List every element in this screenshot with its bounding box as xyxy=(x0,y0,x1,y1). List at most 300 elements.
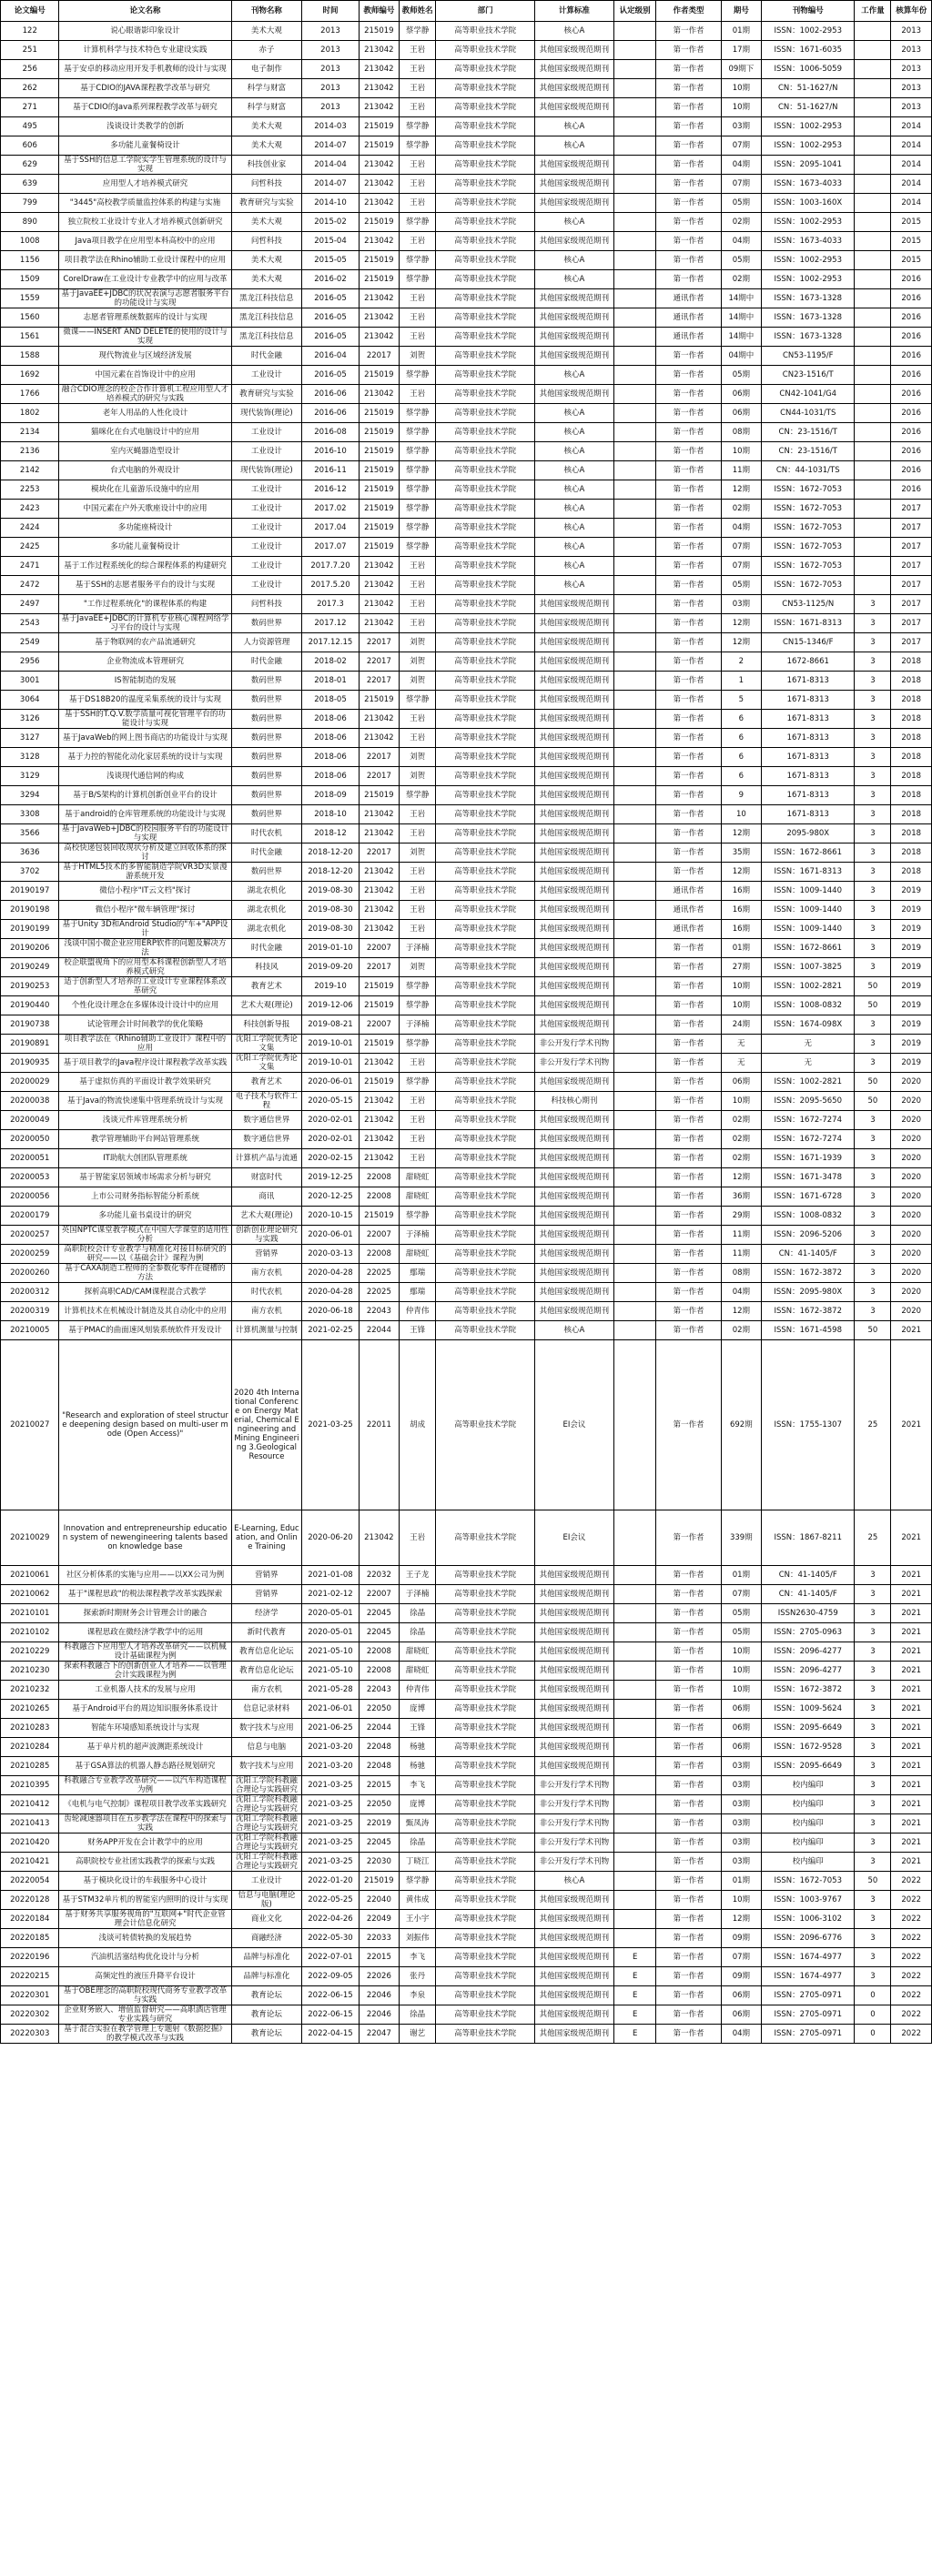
cell-publish-date: 2018-06 xyxy=(302,710,359,729)
cell-journal-number: ISSN：2095-5650 xyxy=(762,1092,855,1111)
cell-department: 高等职业技术学院 xyxy=(436,1834,535,1853)
cell-publish-date: 2017.12.15 xyxy=(302,633,359,652)
cell-author-type: 第一作者 xyxy=(656,1948,721,1967)
cell-publish-date: 2018-12-20 xyxy=(302,844,359,863)
cell-workload: 3 xyxy=(855,1566,891,1585)
cell-journal-name: 教育信息化论坛 xyxy=(231,1642,302,1662)
cell-author-type: 第一作者 xyxy=(656,1054,721,1073)
cell-issue-number: 05期 xyxy=(721,251,761,270)
cell-teacher-id: 215019 xyxy=(359,1872,399,1891)
cell-publish-date: 2013 xyxy=(302,79,359,98)
cell-journal-name: 商讯 xyxy=(231,1187,302,1207)
cell-paper-title: 基于JavaEE+JDBC的计算机专业核心课程网络学习平台的设计与实现 xyxy=(59,614,231,633)
cell-publish-date: 2022-06-15 xyxy=(302,2005,359,2025)
cell-criteria: 核心A xyxy=(535,442,614,461)
cell-criteria: 其他国家级规范期刊 xyxy=(535,996,614,1015)
cell-accounting-year: 2018 xyxy=(891,710,932,729)
cell-paper-title: 社区分析体系的实施与应用——以XX公司为例 xyxy=(59,1566,231,1585)
cell-author-type: 第一作者 xyxy=(656,442,721,461)
cell-department: 高等职业技术学院 xyxy=(436,41,535,60)
cell-paper-id: 2136 xyxy=(1,442,59,461)
cell-paper-title: 高职院校会计专业教学与精准化对接目标研究的研究——以《基础会计》课程为例 xyxy=(59,1245,231,1264)
cell-paper-id: 20200029 xyxy=(1,1073,59,1092)
cell-teacher-name: 王岩 xyxy=(400,60,436,79)
cell-teacher-id: 213042 xyxy=(359,194,399,213)
cell-department: 高等职业技术学院 xyxy=(436,117,535,136)
cell-journal-name: 工业设计 xyxy=(231,423,302,442)
cell-teacher-name: 鄢瑞 xyxy=(400,1264,436,1283)
table-row xyxy=(1,633,932,652)
cell-teacher-name: 王锋 xyxy=(400,1719,436,1738)
cell-journal-number: 1671-8313 xyxy=(762,672,855,691)
cell-department: 高等职业技术学院 xyxy=(436,136,535,156)
cell-paper-title: 智能车环境感知系统设计与实现 xyxy=(59,1719,231,1738)
cell-department: 高等职业技术学院 xyxy=(436,1264,535,1283)
cell-teacher-name: 刘贺 xyxy=(400,347,436,366)
cell-publish-date: 2020-02-01 xyxy=(302,1130,359,1149)
cell-paper-title: 科教融合专业教学改革研究——以汽车构造课程为例 xyxy=(59,1776,231,1795)
cell-accounting-year: 2017 xyxy=(891,576,932,595)
cell-journal-name: 时代金融 xyxy=(231,939,302,958)
cell-journal-name: 湖北农机化 xyxy=(231,920,302,939)
cell-journal-number: ISSN2630-4759 xyxy=(762,1604,855,1623)
cell-level xyxy=(613,1092,656,1111)
cell-paper-title: "Research and exploration of steel structure deepening design based on multi-user mode (Open Access)" xyxy=(59,1340,231,1510)
cell-department: 高等职业技术学院 xyxy=(436,1073,535,1092)
cell-author-type: 第一作者 xyxy=(656,1283,721,1302)
cell-journal-number: CN：51-1627/N xyxy=(762,79,855,98)
table-row xyxy=(1,289,932,308)
cell-workload xyxy=(855,500,891,519)
cell-paper-title: 微信小程序"微车辆管理"探讨 xyxy=(59,901,231,920)
cell-publish-date: 2016-05 xyxy=(302,328,359,347)
cell-journal-number: ISSN：1002-2953 xyxy=(762,251,855,270)
cell-journal-number: ISSN：1755-1307 xyxy=(762,1340,855,1510)
cell-criteria: 其他国家级规范期刊 xyxy=(535,1111,614,1130)
cell-department: 高等职业技术学院 xyxy=(436,2005,535,2025)
cell-criteria: 其他国家级规范期刊 xyxy=(535,1187,614,1207)
cell-author-type: 第一作者 xyxy=(656,480,721,500)
cell-publish-date: 2020-06-18 xyxy=(302,1302,359,1321)
cell-teacher-name: 于泽楠 xyxy=(400,1585,436,1604)
cell-criteria: 核心A xyxy=(535,519,614,538)
cell-level xyxy=(613,614,656,633)
cell-paper-id: 20200179 xyxy=(1,1207,59,1226)
cell-workload: 3 xyxy=(855,1700,891,1719)
cell-journal-name: 品牌与标准化 xyxy=(231,1967,302,1986)
cell-accounting-year: 2022 xyxy=(891,1948,932,1967)
cell-teacher-id: 215019 xyxy=(359,519,399,538)
cell-workload: 3 xyxy=(855,920,891,939)
cell-teacher-name: 王岩 xyxy=(400,385,436,404)
cell-journal-number: ISSN：1008-0832 xyxy=(762,1207,855,1226)
cell-journal-number: 1671-8313 xyxy=(762,805,855,824)
cell-department: 高等职业技术学院 xyxy=(436,1226,535,1245)
cell-journal-name: 创新创业理论研究与实践 xyxy=(231,1226,302,1245)
cell-teacher-id: 215019 xyxy=(359,251,399,270)
cell-journal-number: ISSN：1672-8661 xyxy=(762,844,855,863)
cell-publish-date: 2022-07-01 xyxy=(302,1948,359,1967)
cell-publish-date: 2017.3 xyxy=(302,595,359,614)
cell-author-type: 第一作者 xyxy=(656,1662,721,1681)
cell-journal-name: 时代金融 xyxy=(231,844,302,863)
cell-author-type: 第一作者 xyxy=(656,652,721,672)
cell-accounting-year: 2020 xyxy=(891,1149,932,1168)
cell-department: 高等职业技术学院 xyxy=(436,1283,535,1302)
cell-paper-id: 20210283 xyxy=(1,1719,59,1738)
cell-paper-title: 基于物联网的农产品流通研究 xyxy=(59,633,231,652)
cell-department: 高等职业技术学院 xyxy=(436,22,535,41)
cell-teacher-name: 蔡学静 xyxy=(400,270,436,289)
cell-paper-title: 室内灭蝇器造型设计 xyxy=(59,442,231,461)
cell-workload: 0 xyxy=(855,2005,891,2025)
cell-accounting-year: 2017 xyxy=(891,557,932,576)
cell-department: 高等职业技术学院 xyxy=(436,519,535,538)
cell-journal-number: ISSN：1672-3872 xyxy=(762,1302,855,1321)
cell-workload xyxy=(855,461,891,480)
cell-journal-name: 美术大观 xyxy=(231,117,302,136)
cell-publish-date: 2016-12 xyxy=(302,480,359,500)
cell-accounting-year: 2015 xyxy=(891,251,932,270)
cell-journal-number: ISSN：1672-7053 xyxy=(762,480,855,500)
cell-criteria: 其他国家级规范期刊 xyxy=(535,786,614,805)
cell-workload: 3 xyxy=(855,939,891,958)
cell-teacher-id: 213042 xyxy=(359,232,399,251)
cell-author-type: 第一作者 xyxy=(656,175,721,194)
cell-teacher-name: 于泽楠 xyxy=(400,1015,436,1035)
cell-paper-id: 2423 xyxy=(1,500,59,519)
cell-teacher-name: 蔡学静 xyxy=(400,500,436,519)
cell-paper-id: 495 xyxy=(1,117,59,136)
cell-accounting-year: 2021 xyxy=(891,1776,932,1795)
cell-journal-name: 沈阳工学院科教融合理论与实践研究 xyxy=(231,1776,302,1795)
cell-accounting-year: 2022 xyxy=(891,1872,932,1891)
cell-journal-name: 南方农机 xyxy=(231,1302,302,1321)
cell-journal-name: 商融经济 xyxy=(231,1929,302,1948)
cell-accounting-year: 2020 xyxy=(891,1168,932,1187)
cell-author-type: 通讯作者 xyxy=(656,882,721,901)
cell-journal-number: ISSN：1673-1328 xyxy=(762,328,855,347)
cell-publish-date: 2020-12-25 xyxy=(302,1187,359,1207)
cell-issue-number: 12期 xyxy=(721,480,761,500)
cell-paper-id: 20220301 xyxy=(1,1986,59,2005)
cell-publish-date: 2018-12-20 xyxy=(302,863,359,882)
cell-level xyxy=(613,41,656,60)
cell-publish-date: 2021-06-25 xyxy=(302,1719,359,1738)
cell-accounting-year: 2018 xyxy=(891,863,932,882)
table-row xyxy=(1,786,932,805)
table-row xyxy=(1,1719,932,1738)
table-row xyxy=(1,977,932,996)
cell-teacher-name: 张丹 xyxy=(400,1967,436,1986)
cell-criteria: 其他国家级规范期刊 xyxy=(535,1929,614,1948)
cell-paper-title: 教学管理辅助平台网站管理系统 xyxy=(59,1130,231,1149)
cell-journal-name: 数码世界 xyxy=(231,672,302,691)
cell-issue-number: 05期 xyxy=(721,1623,761,1642)
cell-criteria: 其他国家级规范期刊 xyxy=(535,805,614,824)
cell-paper-id: 2134 xyxy=(1,423,59,442)
cell-issue-number: 01期 xyxy=(721,1872,761,1891)
cell-department: 高等职业技术学院 xyxy=(436,786,535,805)
cell-teacher-name: 蔡学静 xyxy=(400,996,436,1015)
table-row xyxy=(1,22,932,41)
table-row xyxy=(1,1510,932,1566)
cell-journal-name: 数码世界 xyxy=(231,748,302,767)
cell-teacher-id: 22017 xyxy=(359,767,399,786)
cell-criteria: 其他国家级规范期刊 xyxy=(535,60,614,79)
cell-issue-number: 02期 xyxy=(721,270,761,289)
cell-teacher-id: 215019 xyxy=(359,996,399,1015)
cell-department: 高等职业技术学院 xyxy=(436,1623,535,1642)
cell-criteria: 其他国家级规范期刊 xyxy=(535,308,614,328)
cell-department: 高等职业技术学院 xyxy=(436,710,535,729)
cell-level xyxy=(613,1738,656,1757)
cell-criteria: 其他国家级规范期刊 xyxy=(535,41,614,60)
cell-author-type: 第一作者 xyxy=(656,1719,721,1738)
cell-paper-id: 20210284 xyxy=(1,1738,59,1757)
cell-teacher-id: 22043 xyxy=(359,1681,399,1700)
cell-journal-number: ISSN：2095-6649 xyxy=(762,1757,855,1776)
cell-journal-number: ISSN：1671-8313 xyxy=(762,863,855,882)
cell-teacher-id: 22017 xyxy=(359,652,399,672)
cell-accounting-year: 2020 xyxy=(891,1187,932,1207)
cell-criteria: 其他国家级规范期刊 xyxy=(535,1986,614,2005)
cell-workload xyxy=(855,60,891,79)
cell-workload xyxy=(855,423,891,442)
cell-journal-number: ISSN：2705-0971 xyxy=(762,2025,855,2044)
cell-paper-title: 科教融合下应用型人才培养改革研究——以机械设计基础课程为例 xyxy=(59,1642,231,1662)
cell-workload xyxy=(855,22,891,41)
cell-paper-id: 20210027 xyxy=(1,1340,59,1510)
cell-workload xyxy=(855,194,891,213)
cell-paper-id: 1766 xyxy=(1,385,59,404)
cell-accounting-year: 2018 xyxy=(891,786,932,805)
cell-paper-id: 20200319 xyxy=(1,1302,59,1321)
cell-workload xyxy=(855,557,891,576)
cell-author-type: 第一作者 xyxy=(656,1321,721,1340)
cell-journal-name: 湖北农机化 xyxy=(231,882,302,901)
cell-level xyxy=(613,633,656,652)
cell-accounting-year: 2021 xyxy=(891,1510,932,1566)
table-row xyxy=(1,1264,932,1283)
cell-teacher-name: 王锋 xyxy=(400,1321,436,1340)
table-row xyxy=(1,729,932,748)
cell-criteria: 核心A xyxy=(535,366,614,385)
cell-department: 高等职业技术学院 xyxy=(436,1948,535,1967)
cell-paper-id: 2549 xyxy=(1,633,59,652)
cell-paper-title: 基于力控的智能化动化家居系统的设计与实现 xyxy=(59,748,231,767)
cell-teacher-id: 213042 xyxy=(359,710,399,729)
cell-criteria: 核心A xyxy=(535,1321,614,1340)
cell-journal-name: 数码世界 xyxy=(231,710,302,729)
cell-department: 高等职业技术学院 xyxy=(436,1321,535,1340)
cell-issue-number: 02期 xyxy=(721,1321,761,1340)
cell-teacher-id: 213042 xyxy=(359,729,399,748)
cell-accounting-year: 2018 xyxy=(891,748,932,767)
cell-criteria: 核心A xyxy=(535,270,614,289)
cell-level xyxy=(613,691,656,710)
cell-department: 高等职业技术学院 xyxy=(436,1092,535,1111)
cell-author-type: 第一作者 xyxy=(656,156,721,175)
cell-issue-number: 29期 xyxy=(721,1207,761,1226)
cell-workload: 3 xyxy=(855,748,891,767)
column-header-journal-name: 刊物名称 xyxy=(231,1,302,22)
cell-author-type: 第一作者 xyxy=(656,1700,721,1719)
cell-journal-number: CN：23-1516/T xyxy=(762,442,855,461)
cell-publish-date: 2019-08-30 xyxy=(302,920,359,939)
cell-accounting-year: 2020 xyxy=(891,1073,932,1092)
cell-journal-number: CN：44-1031/TS xyxy=(762,461,855,480)
cell-author-type: 第一作者 xyxy=(656,691,721,710)
cell-workload xyxy=(855,480,891,500)
cell-publish-date: 2016-05 xyxy=(302,289,359,308)
cell-workload: 3 xyxy=(855,1719,891,1738)
cell-department: 高等职业技术学院 xyxy=(436,882,535,901)
cell-criteria: 其他国家级规范期刊 xyxy=(535,1910,614,1929)
cell-journal-name: 美术大观 xyxy=(231,270,302,289)
cell-author-type: 第一作者 xyxy=(656,2005,721,2025)
cell-accounting-year: 2014 xyxy=(891,175,932,194)
cell-criteria: 核心A xyxy=(535,1872,614,1891)
cell-journal-name: 工业设计 xyxy=(231,480,302,500)
cell-workload xyxy=(855,576,891,595)
cell-issue-number: 03期 xyxy=(721,1853,761,1872)
cell-publish-date: 2019-09-20 xyxy=(302,958,359,977)
cell-journal-name: 数码世界 xyxy=(231,691,302,710)
cell-publish-date: 2022-06-15 xyxy=(302,1986,359,2005)
cell-journal-number: ISSN：1674-4977 xyxy=(762,1948,855,1967)
cell-level xyxy=(613,576,656,595)
cell-author-type: 第一作者 xyxy=(656,576,721,595)
cell-journal-name: 时代金融 xyxy=(231,347,302,366)
cell-journal-number: ISSN：1009-1440 xyxy=(762,882,855,901)
cell-level xyxy=(613,557,656,576)
cell-journal-name: 数字通信世界 xyxy=(231,1130,302,1149)
cell-publish-date: 2017.5.20 xyxy=(302,576,359,595)
cell-journal-number: CN：51-1627/N xyxy=(762,98,855,117)
cell-accounting-year: 2016 xyxy=(891,328,932,347)
cell-journal-number: CN53-1125/N xyxy=(762,595,855,614)
table-row xyxy=(1,1585,932,1604)
cell-paper-title: 基于JavaWeb的网上图书商店的功能设计与实现 xyxy=(59,729,231,748)
table-row xyxy=(1,538,932,557)
cell-journal-name: 黑龙江科技信息 xyxy=(231,328,302,347)
cell-teacher-id: 22025 xyxy=(359,1283,399,1302)
cell-criteria: 其他国家级规范期刊 xyxy=(535,767,614,786)
cell-accounting-year: 2016 xyxy=(891,461,932,480)
cell-author-type: 第一作者 xyxy=(656,595,721,614)
cell-accounting-year: 2016 xyxy=(891,270,932,289)
cell-level: E xyxy=(613,1948,656,1967)
cell-teacher-name: 仲青伟 xyxy=(400,1302,436,1321)
cell-paper-id: 1559 xyxy=(1,289,59,308)
cell-paper-title: 基于混合实验在教学管理上专题射《数据挖掘》的教学模式改革与实践 xyxy=(59,2025,231,2044)
cell-teacher-id: 213042 xyxy=(359,824,399,844)
cell-author-type: 第一作者 xyxy=(656,786,721,805)
cell-author-type: 第一作者 xyxy=(656,251,721,270)
cell-paper-id: 122 xyxy=(1,22,59,41)
cell-publish-date: 2018-06 xyxy=(302,748,359,767)
cell-journal-number: 校内编印 xyxy=(762,1795,855,1814)
cell-author-type: 第一作者 xyxy=(656,1168,721,1187)
cell-teacher-id: 215019 xyxy=(359,1207,399,1226)
cell-teacher-name: 蔡学静 xyxy=(400,1035,436,1054)
cell-workload: 50 xyxy=(855,977,891,996)
cell-journal-number: ISSN：1009-5624 xyxy=(762,1700,855,1719)
cell-teacher-id: 215019 xyxy=(359,538,399,557)
table-row xyxy=(1,117,932,136)
cell-journal-number: ISSN：1671-6035 xyxy=(762,41,855,60)
cell-publish-date: 2022-05-25 xyxy=(302,1891,359,1910)
cell-author-type: 第一作者 xyxy=(656,863,721,882)
cell-journal-number: 1671-8313 xyxy=(762,691,855,710)
cell-paper-id: 1692 xyxy=(1,366,59,385)
cell-teacher-name: 刘贺 xyxy=(400,844,436,863)
cell-accounting-year: 2022 xyxy=(891,1929,932,1948)
cell-issue-number: 14期中 xyxy=(721,308,761,328)
cell-issue-number: 10期 xyxy=(721,1662,761,1681)
cell-publish-date: 2021-05-10 xyxy=(302,1642,359,1662)
cell-workload: 3 xyxy=(855,1035,891,1054)
table-row xyxy=(1,1642,932,1662)
cell-teacher-name: 李飞 xyxy=(400,1948,436,1967)
cell-criteria: 其他国家级规范期刊 xyxy=(535,901,614,920)
cell-issue-number: 08期 xyxy=(721,1264,761,1283)
table-row xyxy=(1,824,932,844)
cell-paper-title: IT助航大创团队管理系统 xyxy=(59,1149,231,1168)
cell-issue-number: 16期 xyxy=(721,920,761,939)
table-row xyxy=(1,2005,932,2025)
cell-journal-name: 现代装饰(理论) xyxy=(231,404,302,423)
cell-workload xyxy=(855,308,891,328)
cell-journal-name: 科学与财富 xyxy=(231,98,302,117)
table-body xyxy=(1,22,932,2044)
cell-paper-title: 探析高职CAD/CAM课程混合式教学 xyxy=(59,1283,231,1302)
column-header-teacher-name: 教师姓名 xyxy=(400,1,436,22)
cell-author-type: 第一作者 xyxy=(656,844,721,863)
cell-journal-name: 湖北农机化 xyxy=(231,901,302,920)
cell-teacher-id: 22007 xyxy=(359,1226,399,1245)
table-row xyxy=(1,1130,932,1149)
cell-department: 高等职业技术学院 xyxy=(436,1853,535,1872)
cell-paper-id: 20210420 xyxy=(1,1834,59,1853)
cell-criteria: 其他国家级规范期刊 xyxy=(535,1015,614,1035)
table-row xyxy=(1,1891,932,1910)
cell-journal-number: ISSN：1672-3872 xyxy=(762,1681,855,1700)
cell-accounting-year: 2020 xyxy=(891,1130,932,1149)
cell-paper-title: Java项目教学在应用型本科高校中的应用 xyxy=(59,232,231,251)
cell-workload: 3 xyxy=(855,1891,891,1910)
table-row xyxy=(1,996,932,1015)
cell-teacher-id: 22050 xyxy=(359,1795,399,1814)
cell-journal-name: 沈阳工学院科教融合理论与实践研究 xyxy=(231,1834,302,1853)
cell-paper-title: "工作过程系统化"的课程体系的构建 xyxy=(59,595,231,614)
cell-accounting-year: 2016 xyxy=(891,308,932,328)
cell-publish-date: 2021-01-08 xyxy=(302,1566,359,1585)
cell-workload: 25 xyxy=(855,1510,891,1566)
cell-level xyxy=(613,404,656,423)
table-row xyxy=(1,156,932,175)
cell-criteria: 其他国家级规范期刊 xyxy=(535,1623,614,1642)
cell-workload: 3 xyxy=(855,1130,891,1149)
cell-journal-number: ISSN：1008-0832 xyxy=(762,996,855,1015)
cell-author-type: 第一作者 xyxy=(656,1302,721,1321)
cell-paper-id: 606 xyxy=(1,136,59,156)
cell-level xyxy=(613,1510,656,1566)
cell-publish-date: 2020-04-28 xyxy=(302,1283,359,1302)
cell-accounting-year: 2014 xyxy=(891,156,932,175)
table-row xyxy=(1,1187,932,1207)
